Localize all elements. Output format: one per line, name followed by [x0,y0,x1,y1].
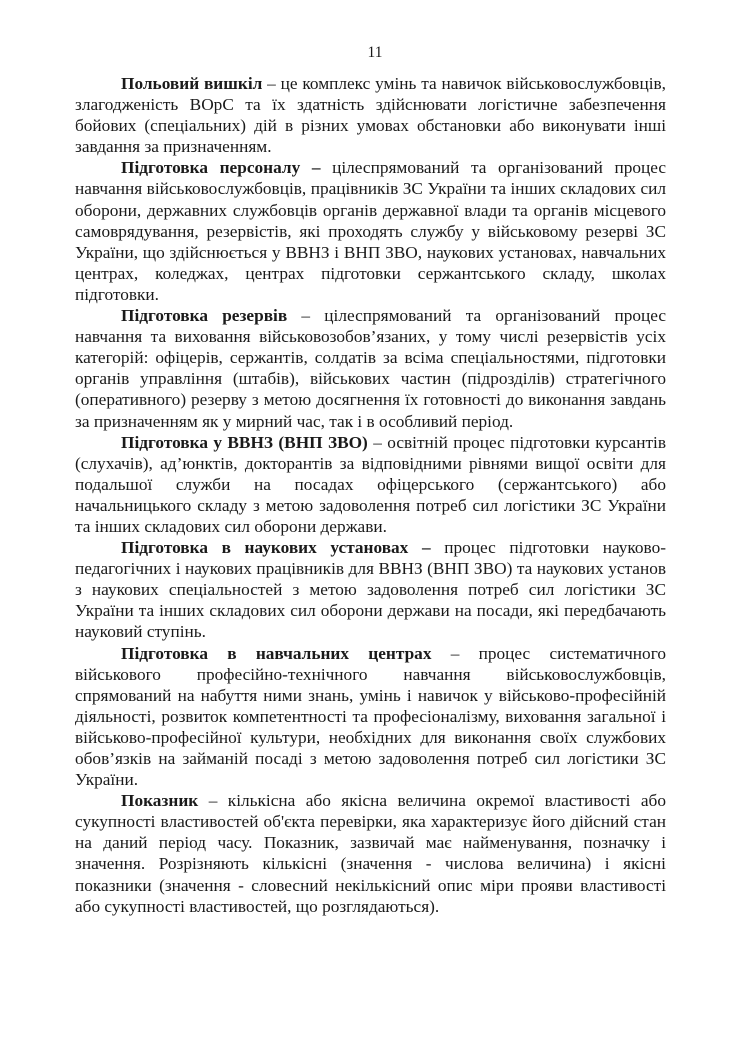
entry-term: Підготовка в наукових установах – [121,538,431,558]
entry-term: Підготовка персоналу – [121,158,321,178]
glossary-entry [75,73,666,157]
entry-definition: – процес систематичного військового професійно-технічного навчання військовослужбовців, спрямований на набуття ними знань, умінь і навичок у військово-професійній діяльності, розвиток компетентності та професіоналізму, виховання загальної і військово-професійної культури, необхідних для виконання своїх службових обов’язків на займаній посаді з метою задоволення потреб сил логістики ЗС України. [75,643,666,790]
entry-definition: – це комплекс умінь та навичок військовослужбовців, злагодженість ВОрС та їх здатність здійснювати логістичне забезпечення бойових (спеціальних) дій в різних умовах обстановки або виконувати інші завдання за призначенням. [75,74,666,157]
glossary-entry [75,643,666,791]
entry-definition: – кількісна або якісна величина окремої властивості або сукупності властивостей об'єкта перевірки, яка характеризує його дійсний стан на даний період часу. Показник, зазвичай має найменування, позначку і значення. Розрізняють кількісні (значення - числова величина) і якісні показники (значення - словесний некількісний опис міри прояви властивості або сукупності властивостей, що розглядаються). [75,791,666,916]
entry-definition: – освітній процес підготовки курсантів (слухачів), ад’юнктів, докторантів за відповідними рівнями вищої освіти для подальшої служби на посадах офіцерського (сержантського) або начальницького складу з метою задоволення потреб сил логістики ЗС України та інших складових сил оборони держави. [75,432,666,536]
entry-term: Польовий вишкіл [121,74,263,93]
page-number: 11 [367,44,383,61]
entry-definition: процес підготовки науково-педагогічних і наукових працівників для ВВНЗ (ВНП ЗВО) та наукових установ з наукових спеціальностей з метою задоволення потреб сил логістики ЗС України та інших складових сил оборони держави на посади, які передбачають науковий ступінь. [75,538,666,642]
glossary-body [75,73,666,917]
entry-term: Підготовка резервів [121,306,288,326]
entry-term: Показник [121,791,199,811]
glossary-entry [75,537,666,642]
glossary-entry [75,790,666,917]
entry-term: Підготовка у ВВНЗ (ВНП ЗВО) [121,432,368,452]
entry-definition: – цілеспрямований та організований процес навчання та виховання військовозобов’язаних, у тому числі резервістів усіх категорій: офіцерів, сержантів, солдатів за всіма спеціальностями, підготовки органів управління (штабів), військових частин (підрозділів) стратегічного (оперативного) резерву з метою досягнення їх готовності до виконання завдань за призначенням як у мирний час, так і в особливий період. [75,306,666,431]
glossary-entry [75,157,666,305]
glossary-entry [75,432,666,537]
entry-term: Підготовка в навчальних центрах [121,643,432,663]
glossary-entry [75,305,666,432]
entry-definition: цілеспрямований та організований процес навчання військовослужбовців, працівників ЗС України та інших складових сил оборони, державних службовців органів державної влади та органів місцевого самоврядування, резервістів, які проходять службу у військовому резерві ЗС України, що здійснюється у ВВНЗ і ВНП ЗВО, наукових установах, навчальних центрах, коледжах, центрах підготовки сержантського складу, школах підготовки. [75,158,666,304]
